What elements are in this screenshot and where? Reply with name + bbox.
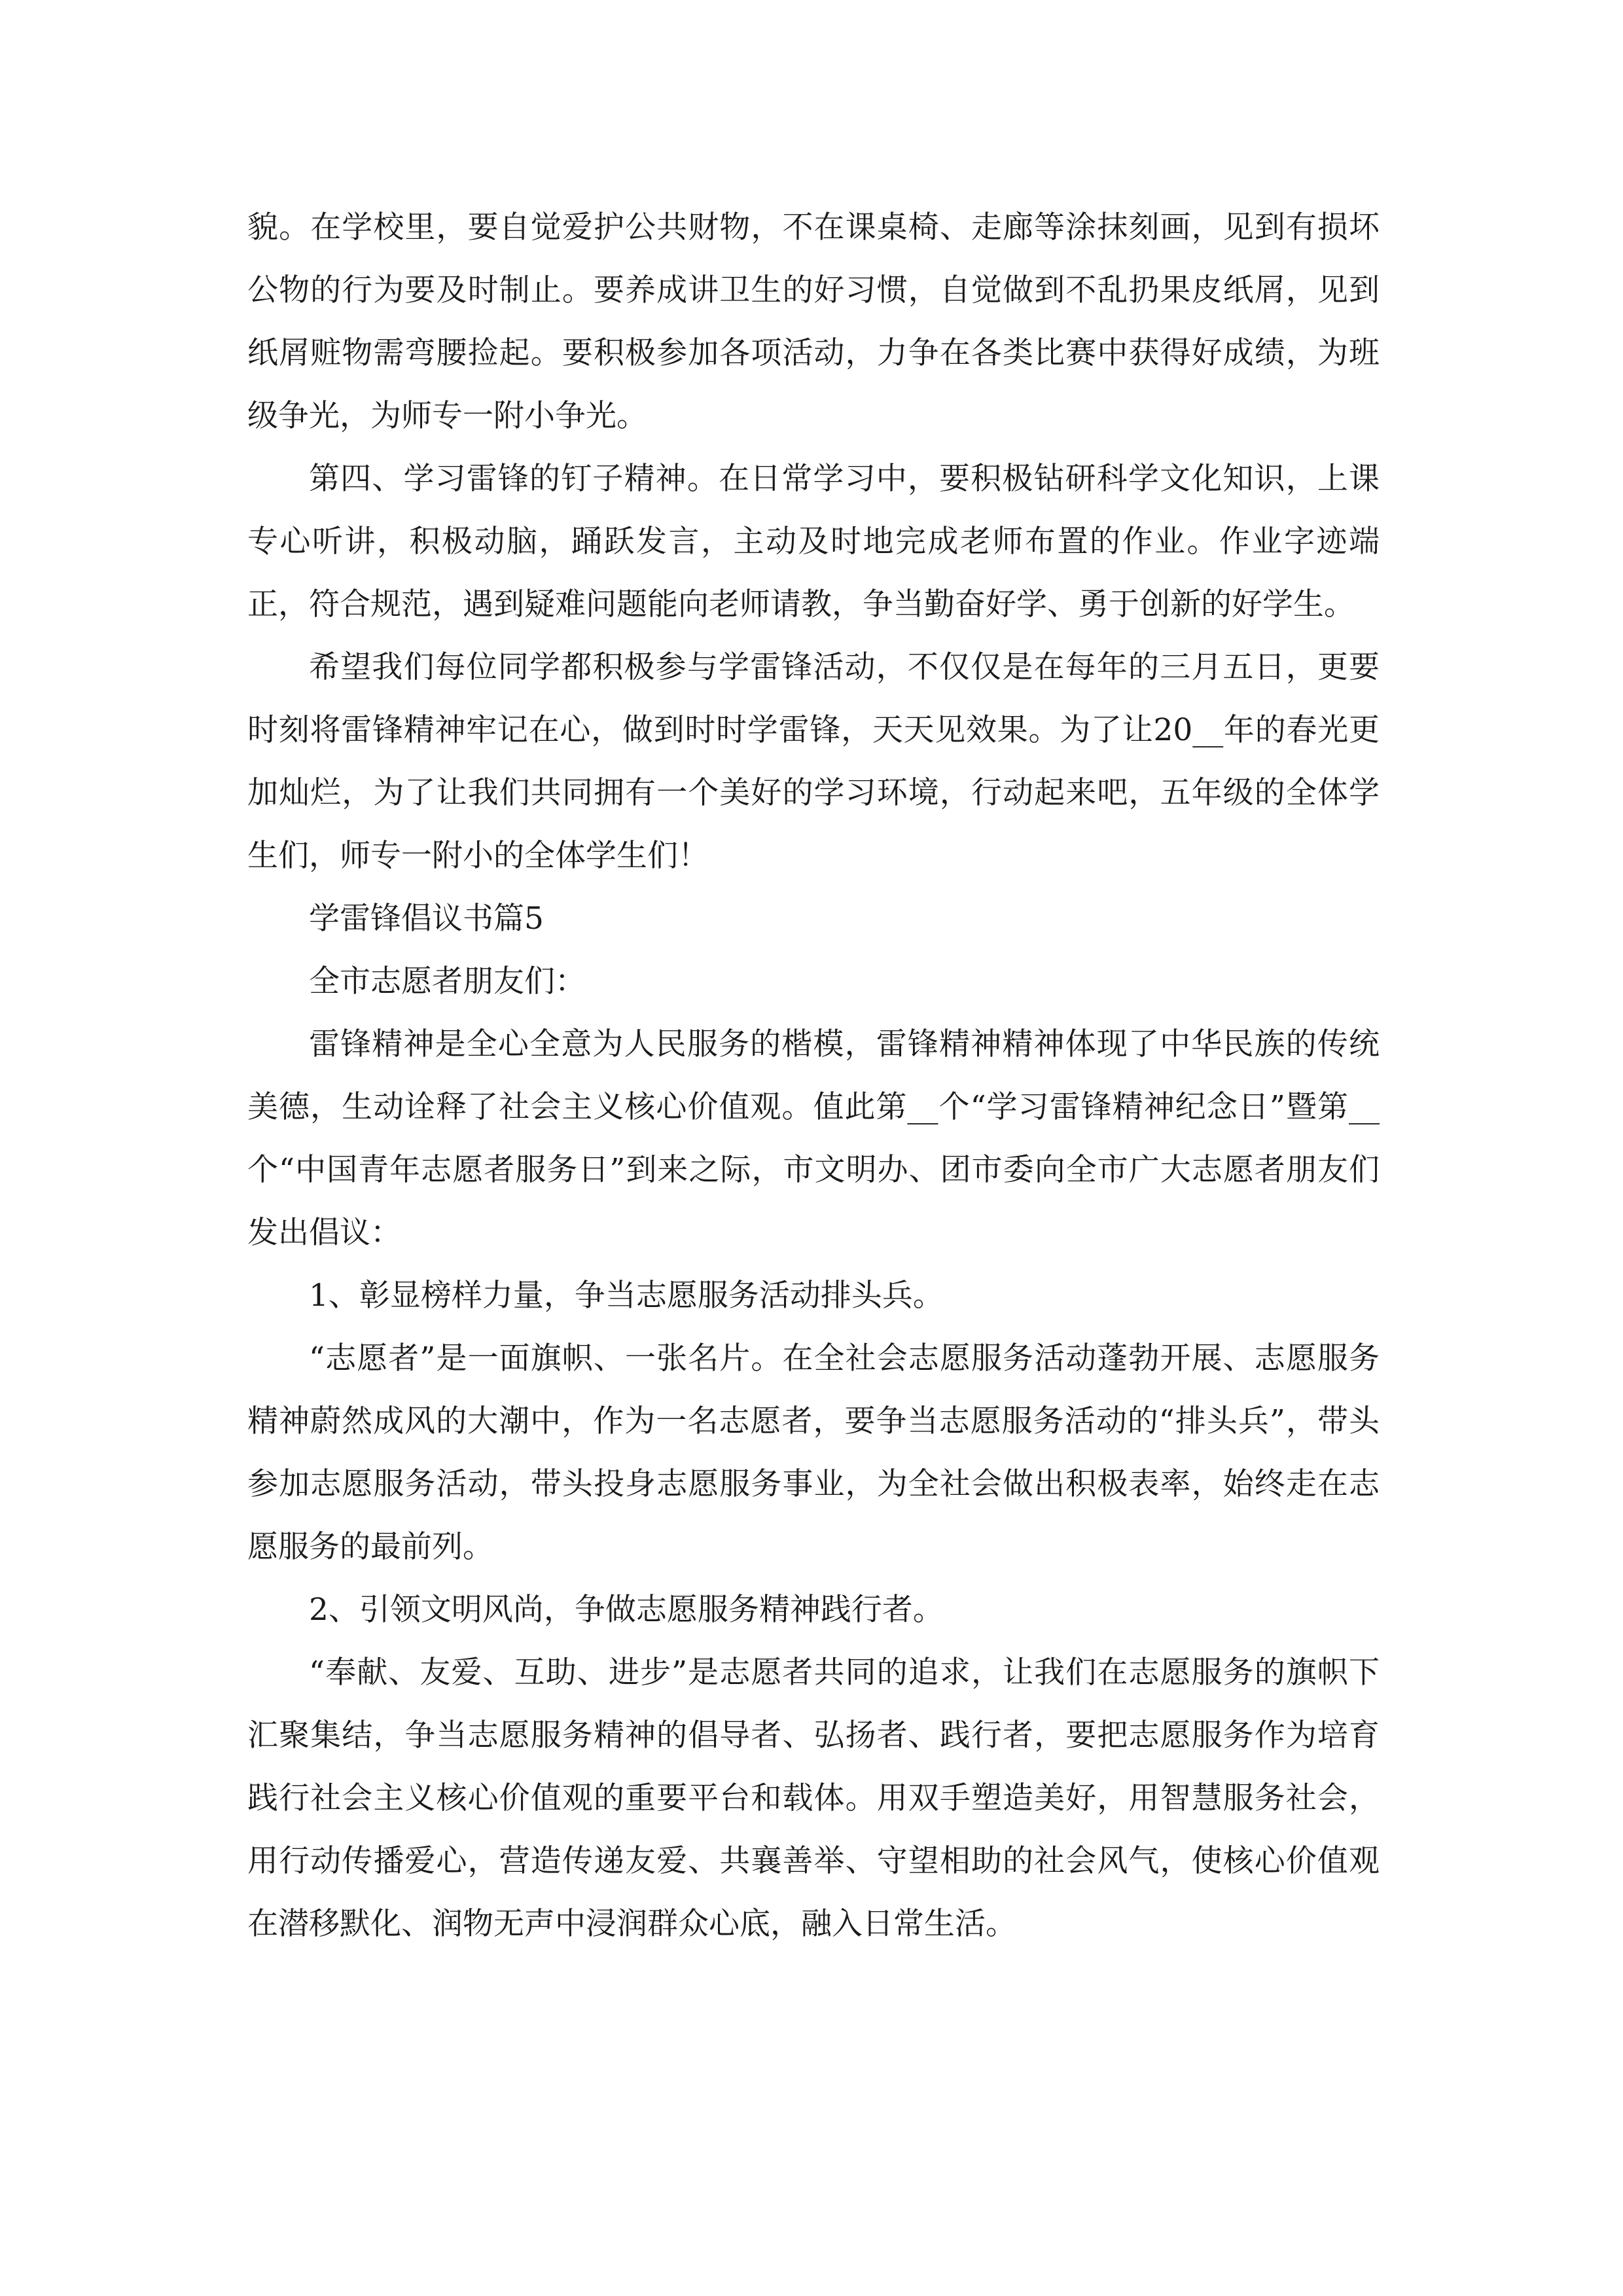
document-body (247, 196, 1380, 1956)
paragraph-10: “奉献、友爱、互助、进步”是志愿者共同的追求，让我们在志愿服务的旗帜下汇聚集结，争当志愿服务精神的倡导者、弘扬者、践行者，要把志愿服务作为培育践行社会主义核心价值观的重要平台和载体。用双手塑造美好，用智慧服务社会，用行动传播爱心，营造传递友爱、共襄善举、守望相助的社会风气，使核心价值观在潜移默化、润物无声中浸润群众心底，融入日常生活。 (247, 1655, 1380, 1942)
paragraph-8: “志愿者”是一面旗帜、一张名片。在全社会志愿服务活动蓬勃开展、志愿服务精神蔚然成风的大潮中，作为一名志愿者，要争当志愿服务活动的“排头兵”，带头参加志愿服务活动，带头投身志愿服务事业，为全社会做出积极表率，始终走在志愿服务的最前列。 (247, 1340, 1380, 1565)
salutation: 全市志愿者朋友们： (309, 963, 586, 999)
point-2-heading: 2、引领文明风尚，争做志愿服务精神践行者。 (309, 1592, 944, 1628)
point-1-heading: 1、彰显榜样力量，争当志愿服务活动排头兵。 (309, 1278, 944, 1314)
paragraph-3: 希望我们每位同学都积极参与学雷锋活动，不仅仅是在每年的三月五日，更要时刻将雷锋精神牢记在心，做到时时学雷锋，天天见效果。为了让20__年的春光更加灿烂，为了让我们共同拥有一个美好的学习环境，行动起来吧，五年级的全体学生们，师专一附小的全体学生们！ (247, 649, 1380, 874)
paragraph-1: 貌。在学校里，要自觉爱护公共财物，不在课桌椅、走廊等涂抹刻画，见到有损坏公物的行为要及时制止。要养成讲卫生的好习惯，自觉做到不乱扔果皮纸屑，见到纸屑赃物需弯腰捡起。要积极参加各项活动，力争在各类比赛中获得好成绩，为班级争光，为师专一附小争光。 (247, 209, 1380, 434)
paragraph-2: 第四、学习雷锋的钉子精神。在日常学习中，要积极钻研科学文化知识，上课专心听讲，积极动脑，踊跃发言，主动及时地完成老师布置的作业。作业字迹端正，符合规范，遇到疑难问题能向老师请教，争当勤奋好学、勇于创新的好学生。 (247, 461, 1380, 622)
section-heading: 学雷锋倡议书篇5 (309, 901, 544, 937)
paragraph-6: 雷锋精神是全心全意为人民服务的楷模，雷锋精神精神体现了中华民族的传统美德，生动诠释了社会主义核心价值观。值此第__个“学习雷锋精神纪念日”暨第__个“中国青年志愿者服务日”到来之际，市文明办、团市委向全市广大志愿者朋友们发出倡议： (247, 1026, 1380, 1251)
